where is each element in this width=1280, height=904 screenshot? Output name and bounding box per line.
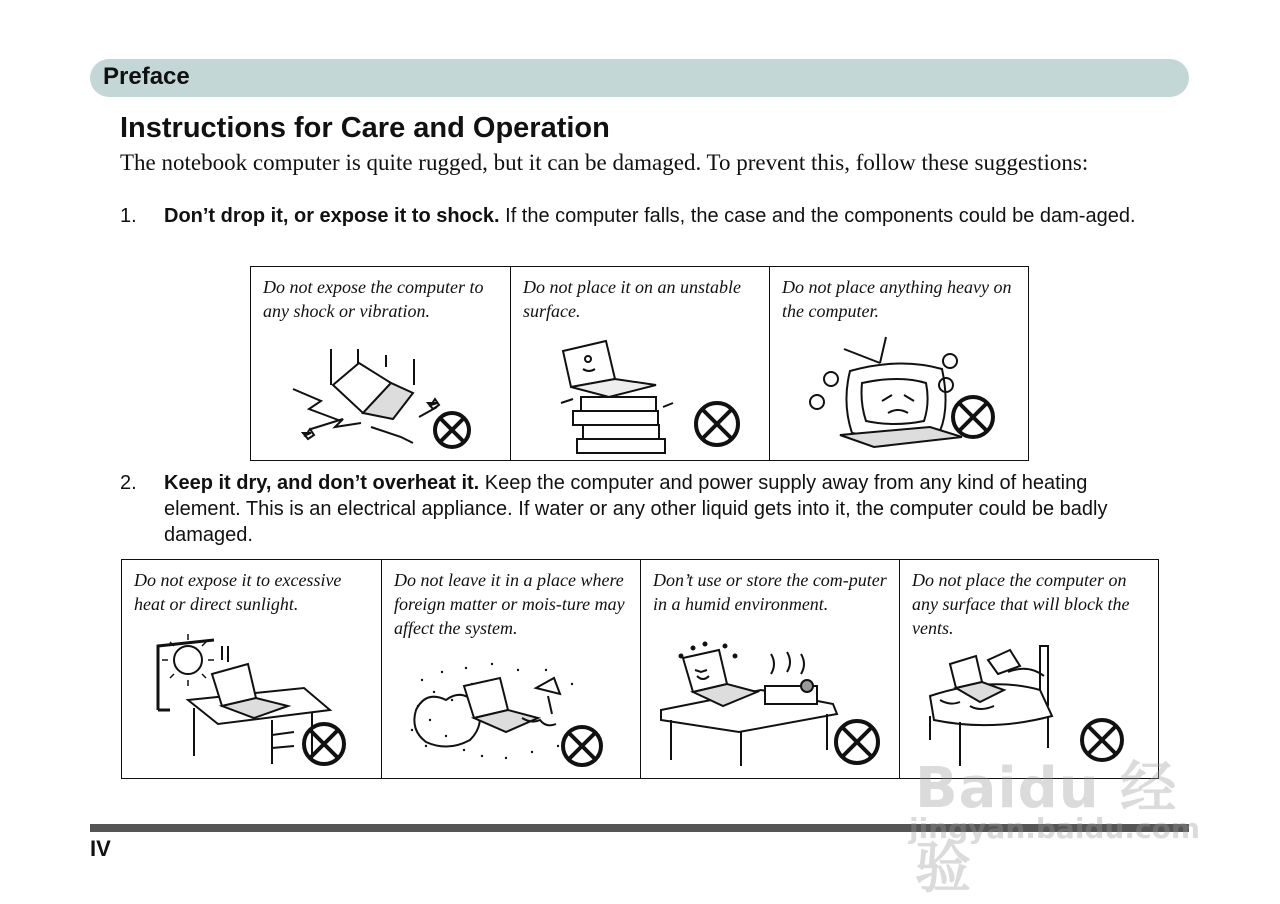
panel-caption: Do not expose the computer to any shock or vibration. [263, 277, 484, 321]
intro-paragraph: The notebook computer is quite rugged, but it can be damaged. To prevent this, follow these suggestions: [120, 150, 1089, 175]
instruction-item-1 [120, 203, 1160, 229]
panel-caption: Do not place it on an unstable surface. [523, 277, 741, 321]
item-body: Keep the computer and power supply away from any kind of heating element. This is an electrical appliance. If water or any other liquid gets into it, the computer could be badly damaged. [164, 472, 1108, 546]
illustration-panel [251, 267, 510, 460]
panel-caption: Do not place anything heavy on the computer. [782, 277, 1012, 321]
panel-caption: Do not leave it in a place where foreign matter or mois-ture may affect the system. [394, 570, 625, 638]
item-body: If the computer falls, the case and the components could be dam-aged. [499, 205, 1136, 227]
illustration-panel [769, 267, 1028, 460]
watermark-logo: Baidu 经验 [915, 756, 1178, 901]
page-title: Instructions for Care and Operation [120, 112, 610, 144]
section-label: Preface [103, 63, 190, 90]
item-lead: Don’t drop it, or expose it to shock. [164, 205, 500, 227]
panel-caption: Do not expose it to excessive heat or direct sunlight. [134, 570, 342, 614]
panel-caption: Do not place the computer on any surface that will block the vents. [912, 570, 1130, 638]
section-header-bar [90, 59, 1189, 97]
watermark-url: jingyan.baidu.com [909, 812, 1201, 845]
item-lead: Keep it dry, and don’t overheat it. [164, 472, 480, 494]
panel-caption: Don’t use or store the com-puter in a humid environment. [653, 570, 887, 614]
illustration-panel [510, 267, 769, 460]
illustration-panel [122, 560, 381, 778]
illustration-panel [640, 560, 899, 778]
page-number: IV [90, 836, 111, 861]
illustration-table-1 [250, 266, 1029, 461]
item-number: 1. [120, 205, 137, 227]
instruction-item-2 [120, 470, 1160, 548]
illustration-panel [381, 560, 640, 778]
baidu-watermark [905, 738, 1205, 901]
item-number: 2. [120, 472, 137, 494]
